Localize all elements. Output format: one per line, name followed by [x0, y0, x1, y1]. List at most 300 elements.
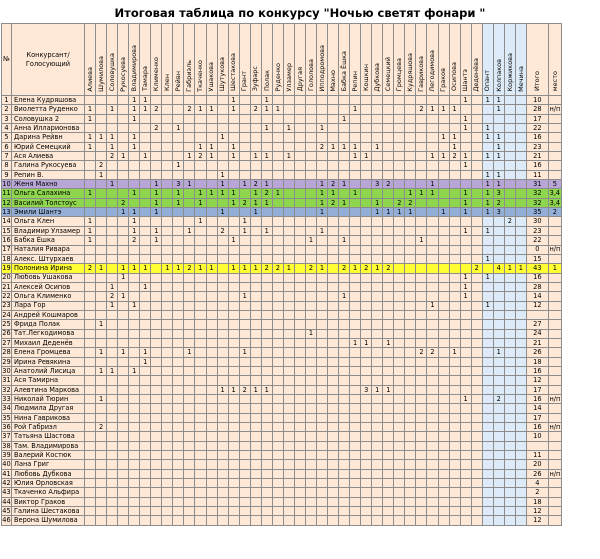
vote-cell	[283, 114, 294, 123]
vote-cell	[372, 404, 383, 413]
vote-cell	[316, 469, 327, 478]
vote-cell	[261, 310, 272, 319]
vote-cell	[515, 357, 526, 366]
vote-cell	[504, 105, 515, 114]
vote-cell	[162, 479, 173, 488]
vote-cell	[482, 497, 493, 506]
vote-cell	[394, 404, 405, 413]
vote-cell	[85, 161, 96, 170]
vote-cell	[339, 301, 350, 310]
vote-cell	[405, 423, 416, 432]
vote-cell	[294, 469, 305, 478]
vote-cell	[460, 329, 471, 338]
vote-cell: 2	[195, 152, 206, 161]
vote-cell	[383, 423, 394, 432]
vote-cell	[272, 366, 283, 375]
vote-cell	[504, 366, 515, 375]
contestant-name: Рой Габриэл	[12, 423, 85, 432]
vote-cell	[184, 292, 195, 301]
vote-cell	[471, 441, 482, 450]
vote-cell: 2	[504, 217, 515, 226]
vote-cell	[195, 376, 206, 385]
vote-cell	[96, 460, 107, 469]
vote-cell	[504, 152, 515, 161]
vote-cell	[504, 226, 515, 235]
vote-cell	[239, 96, 250, 105]
vote-cell	[372, 423, 383, 432]
vote-cell	[328, 460, 339, 469]
vote-cell	[261, 208, 272, 217]
vote-cell	[173, 133, 184, 142]
total-cell: 4	[526, 479, 548, 488]
vote-cell	[438, 198, 449, 207]
vote-cell	[261, 282, 272, 291]
vote-cell	[85, 479, 96, 488]
vote-cell	[217, 516, 228, 525]
vote-cell: 1	[482, 124, 493, 133]
total-cell	[526, 310, 548, 319]
vote-cell: 1	[239, 348, 250, 357]
vote-cell	[184, 338, 195, 347]
vote-cell	[394, 488, 405, 497]
table-row	[2, 282, 562, 291]
vote-cell	[250, 441, 261, 450]
vote-cell	[449, 217, 460, 226]
vote-cell	[482, 395, 493, 404]
place-cell	[548, 385, 561, 394]
vote-cell	[228, 208, 239, 217]
vote-cell	[339, 170, 350, 179]
vote-cell	[118, 432, 129, 441]
vote-cell	[504, 516, 515, 525]
vote-cell: 1	[482, 152, 493, 161]
vote-cell	[316, 423, 327, 432]
vote-cell	[493, 357, 504, 366]
vote-cell	[162, 441, 173, 450]
vote-cell	[173, 469, 184, 478]
total-cell: 20	[526, 460, 548, 469]
vote-cell	[493, 310, 504, 319]
vote-cell	[96, 488, 107, 497]
total-cell: 10	[526, 96, 548, 105]
vote-cell	[151, 348, 162, 357]
vote-cell	[305, 189, 316, 198]
vote-cell: 1	[195, 142, 206, 151]
vote-cell: 1	[129, 96, 140, 105]
vote-cell	[339, 96, 350, 105]
vote-cell	[206, 395, 217, 404]
vote-cell	[261, 236, 272, 245]
vote-cell: 1	[372, 198, 383, 207]
vote-cell	[85, 507, 96, 516]
vote-cell	[283, 404, 294, 413]
vote-cell	[328, 236, 339, 245]
vote-cell	[383, 348, 394, 357]
vote-cell	[129, 310, 140, 319]
vote-cell	[305, 114, 316, 123]
vote-cell	[438, 357, 449, 366]
vote-cell: 1	[228, 189, 239, 198]
vote-cell	[471, 329, 482, 338]
vote-cell	[129, 516, 140, 525]
vote-cell	[361, 320, 372, 329]
vote-cell: 1	[206, 264, 217, 273]
vote-cell	[118, 180, 129, 189]
vote-cell	[140, 479, 151, 488]
place-cell	[548, 338, 561, 347]
vote-cell	[427, 432, 438, 441]
vote-cell: 1	[449, 348, 460, 357]
vote-cell	[118, 226, 129, 235]
vote-cell	[184, 357, 195, 366]
vote-cell	[394, 516, 405, 525]
vote-cell: 1	[206, 189, 217, 198]
vote-cell	[482, 432, 493, 441]
vote-cell	[504, 180, 515, 189]
vote-cell	[438, 320, 449, 329]
vote-cell	[339, 413, 350, 422]
vote-cell	[151, 432, 162, 441]
vote-cell	[85, 180, 96, 189]
vote-cell	[151, 301, 162, 310]
vote-cell	[350, 301, 361, 310]
vote-cell	[427, 488, 438, 497]
vote-cell	[217, 198, 228, 207]
vote-cell	[118, 254, 129, 263]
vote-cell	[162, 142, 173, 151]
vote-cell	[272, 385, 283, 394]
vote-cell	[493, 488, 504, 497]
vote-cell	[372, 338, 383, 347]
vote-cell	[96, 507, 107, 516]
vote-cell	[118, 376, 129, 385]
vote-cell	[361, 516, 372, 525]
vote-cell	[460, 366, 471, 375]
vote-cell	[449, 385, 460, 394]
vote-cell	[272, 142, 283, 151]
vote-cell	[184, 441, 195, 450]
vote-cell: 2	[250, 180, 261, 189]
vote-cell	[173, 254, 184, 263]
vote-cell	[361, 180, 372, 189]
vote-cell	[372, 105, 383, 114]
vote-cell	[438, 264, 449, 273]
vote-cell	[217, 245, 228, 254]
vote-cell	[416, 170, 427, 179]
total-cell	[526, 441, 548, 450]
vote-cell	[394, 217, 405, 226]
vote-cell: 1	[261, 96, 272, 105]
place-cell	[548, 161, 561, 170]
vote-cell	[96, 413, 107, 422]
vote-cell	[96, 292, 107, 301]
vote-cell	[195, 413, 206, 422]
vote-cell	[195, 292, 206, 301]
vote-cell	[283, 208, 294, 217]
row-number: 11	[2, 189, 11, 198]
vote-cell	[140, 451, 151, 460]
vote-cell	[372, 348, 383, 357]
vote-cell	[328, 273, 339, 282]
vote-cell	[504, 488, 515, 497]
vote-cell: 1	[140, 264, 151, 273]
vote-cell	[405, 348, 416, 357]
total-cell: 18	[526, 497, 548, 506]
vote-cell	[438, 376, 449, 385]
vote-cell	[460, 451, 471, 460]
vote-cell	[162, 507, 173, 516]
vote-cell: 2	[416, 105, 427, 114]
vote-cell	[261, 497, 272, 506]
vote-cell	[482, 488, 493, 497]
vote-cell	[107, 395, 118, 404]
vote-cell	[272, 217, 283, 226]
vote-cell: 1	[140, 282, 151, 291]
vote-cell	[416, 273, 427, 282]
vote-cell	[471, 226, 482, 235]
table-row	[2, 348, 562, 357]
vote-cell	[283, 236, 294, 245]
vote-cell	[328, 488, 339, 497]
vote-cell	[272, 170, 283, 179]
vote-cell	[206, 441, 217, 450]
vote-cell	[305, 292, 316, 301]
vote-cell	[504, 189, 515, 198]
vote-cell	[85, 320, 96, 329]
vote-cell	[151, 395, 162, 404]
vote-cell	[228, 338, 239, 347]
vote-cell	[283, 385, 294, 394]
vote-cell: 1	[261, 152, 272, 161]
vote-cell	[261, 460, 272, 469]
vote-cell	[107, 273, 118, 282]
vote-cell: 1	[261, 385, 272, 394]
vote-cell	[162, 114, 173, 123]
vote-cell	[96, 376, 107, 385]
vote-cell	[228, 432, 239, 441]
vote-cell: 2	[151, 124, 162, 133]
vote-cell	[272, 432, 283, 441]
vote-cell	[261, 301, 272, 310]
vote-cell: 1	[250, 208, 261, 217]
vote-cell	[118, 142, 129, 151]
vote-cell: 1	[140, 105, 151, 114]
contestant-name: Елена Кудряшова	[12, 96, 85, 105]
vote-cell	[316, 105, 327, 114]
vote-cell	[162, 460, 173, 469]
contestant-name: Андрей Кошмаров	[12, 310, 85, 319]
vote-cell	[250, 357, 261, 366]
vote-cell	[350, 479, 361, 488]
vote-cell: 1	[173, 198, 184, 207]
vote-cell	[228, 469, 239, 478]
vote-cell	[184, 96, 195, 105]
vote-cell: 1	[96, 395, 107, 404]
vote-cell	[294, 161, 305, 170]
vote-cell	[283, 254, 294, 263]
vote-cell	[184, 385, 195, 394]
vote-cell	[328, 516, 339, 525]
vote-cell	[206, 357, 217, 366]
vote-cell	[272, 254, 283, 263]
vote-cell	[482, 460, 493, 469]
header-voter	[96, 24, 107, 96]
vote-cell	[250, 161, 261, 170]
place-cell	[548, 507, 561, 516]
vote-cell	[460, 516, 471, 525]
vote-cell	[449, 264, 460, 273]
vote-cell	[162, 189, 173, 198]
vote-cell	[162, 497, 173, 506]
vote-cell	[482, 329, 493, 338]
vote-cell: 1	[272, 105, 283, 114]
vote-cell	[239, 451, 250, 460]
vote-cell: 1	[427, 189, 438, 198]
vote-cell	[361, 245, 372, 254]
vote-cell	[250, 133, 261, 142]
vote-cell	[361, 254, 372, 263]
vote-cell: 2	[239, 198, 250, 207]
table-row	[2, 133, 562, 142]
vote-cell	[427, 423, 438, 432]
vote-cell	[350, 460, 361, 469]
vote-cell	[316, 114, 327, 123]
vote-cell	[217, 273, 228, 282]
vote-cell	[394, 385, 405, 394]
vote-cell	[482, 441, 493, 450]
vote-cell	[427, 404, 438, 413]
vote-cell	[438, 413, 449, 422]
vote-cell	[438, 282, 449, 291]
vote-cell	[394, 226, 405, 235]
vote-cell	[416, 254, 427, 263]
vote-cell	[118, 338, 129, 347]
vote-cell	[339, 152, 350, 161]
vote-cell	[85, 329, 96, 338]
vote-cell	[305, 282, 316, 291]
vote-cell	[350, 376, 361, 385]
vote-cell	[294, 366, 305, 375]
header-voter	[427, 24, 438, 96]
vote-cell	[107, 329, 118, 338]
vote-cell	[129, 413, 140, 422]
vote-cell	[383, 142, 394, 151]
vote-cell	[405, 310, 416, 319]
vote-cell	[217, 348, 228, 357]
vote-cell	[294, 460, 305, 469]
table-row	[2, 338, 562, 347]
vote-cell: 1	[195, 189, 206, 198]
vote-cell	[504, 469, 515, 478]
vote-cell	[228, 460, 239, 469]
vote-cell	[449, 357, 460, 366]
vote-cell	[405, 217, 416, 226]
vote-cell	[272, 180, 283, 189]
vote-cell	[195, 385, 206, 394]
vote-cell	[394, 105, 405, 114]
vote-cell: 1	[383, 208, 394, 217]
vote-cell	[350, 124, 361, 133]
vote-cell: 1	[394, 208, 405, 217]
vote-cell	[206, 497, 217, 506]
vote-cell	[305, 124, 316, 133]
vote-cell	[294, 105, 305, 114]
vote-cell: 2	[493, 395, 504, 404]
vote-cell	[206, 292, 217, 301]
vote-cell	[427, 329, 438, 338]
vote-cell	[294, 451, 305, 460]
vote-cell	[361, 423, 372, 432]
vote-cell	[283, 497, 294, 506]
vote-cell	[195, 516, 206, 525]
place-cell	[548, 404, 561, 413]
vote-cell	[471, 507, 482, 516]
vote-cell	[438, 114, 449, 123]
vote-cell	[85, 292, 96, 301]
vote-cell	[228, 254, 239, 263]
vote-cell	[460, 245, 471, 254]
total-cell: 31	[526, 180, 548, 189]
vote-cell: 1	[438, 105, 449, 114]
vote-cell	[85, 404, 96, 413]
vote-cell	[107, 338, 118, 347]
vote-cell	[228, 441, 239, 450]
vote-cell	[206, 273, 217, 282]
vote-cell	[361, 198, 372, 207]
vote-cell	[85, 301, 96, 310]
vote-cell	[151, 161, 162, 170]
vote-cell	[239, 152, 250, 161]
vote-cell	[515, 413, 526, 422]
vote-cell	[272, 320, 283, 329]
total-cell: 30	[526, 217, 548, 226]
vote-cell	[283, 395, 294, 404]
vote-cell: 2	[328, 180, 339, 189]
vote-cell: 1	[162, 264, 173, 273]
header-voter	[405, 24, 416, 96]
vote-cell	[107, 310, 118, 319]
vote-cell	[372, 226, 383, 235]
vote-cell: 1	[85, 189, 96, 198]
vote-cell	[427, 310, 438, 319]
place-cell: н/п	[549, 422, 561, 431]
vote-cell	[383, 226, 394, 235]
vote-cell	[438, 366, 449, 375]
vote-cell	[460, 338, 471, 347]
vote-cell	[449, 170, 460, 179]
vote-cell	[449, 329, 460, 338]
vote-cell: 1	[493, 142, 504, 151]
header-voter-label: Семецкий	[384, 57, 393, 92]
vote-cell	[140, 385, 151, 394]
vote-cell	[438, 310, 449, 319]
vote-cell	[339, 245, 350, 254]
vote-cell	[316, 236, 327, 245]
vote-cell	[107, 208, 118, 217]
vote-cell: 1	[416, 189, 427, 198]
total-cell: 14	[526, 292, 548, 301]
total-cell: 26	[526, 348, 548, 357]
vote-cell: 1	[460, 273, 471, 282]
vote-cell	[261, 133, 272, 142]
vote-cell	[173, 273, 184, 282]
vote-cell	[361, 479, 372, 488]
vote-cell	[283, 189, 294, 198]
vote-cell	[228, 161, 239, 170]
vote-cell	[449, 245, 460, 254]
vote-cell	[427, 516, 438, 525]
vote-cell: 2	[405, 198, 416, 207]
